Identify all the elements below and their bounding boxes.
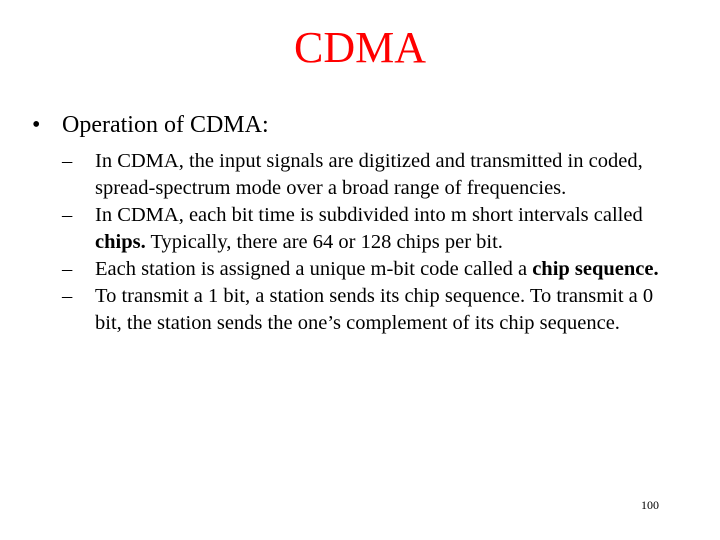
subitem-3-text-after: . <box>653 258 659 280</box>
subitem-4 <box>62 283 682 337</box>
dash-marker: – <box>62 150 73 172</box>
slide-title: CDMA <box>293 23 427 72</box>
subitem-2-text-after: Typically, there are 64 or 128 chips per bit. <box>145 231 503 253</box>
bullet-marker: • <box>32 112 41 138</box>
subitem-1 <box>62 148 682 202</box>
subitem-3-bold-term: chip sequence <box>532 258 654 280</box>
subitem-2-bold-term: chips. <box>95 231 146 253</box>
subitem-2-text-before: In CDMA, each bit time is subdivided into m short intervals called <box>95 204 643 226</box>
subitem-4-text: To transmit a 1 bit, a station sends its chip sequence. To transmit a 0 bit, the station sends the one’s complement of its chip sequence. <box>95 285 654 334</box>
subitem-3-text-before: Each station is assigned a unique m-bit code called a <box>95 258 533 280</box>
subitem-2 <box>62 202 682 256</box>
subitem-1-text: In CDMA, the input signals are digitized and transmitted in coded, spread-spectrum mode over a broad range of frequencies. <box>95 150 643 199</box>
subitem-3 <box>62 256 682 283</box>
page-number: 100 <box>641 498 659 512</box>
dash-marker: – <box>62 258 73 280</box>
main-bullet-text: Operation of CDMA: <box>62 112 269 138</box>
dash-marker: – <box>62 204 73 226</box>
main-bullet <box>32 108 692 142</box>
dash-marker: – <box>62 285 73 307</box>
subitem-list <box>62 148 682 337</box>
